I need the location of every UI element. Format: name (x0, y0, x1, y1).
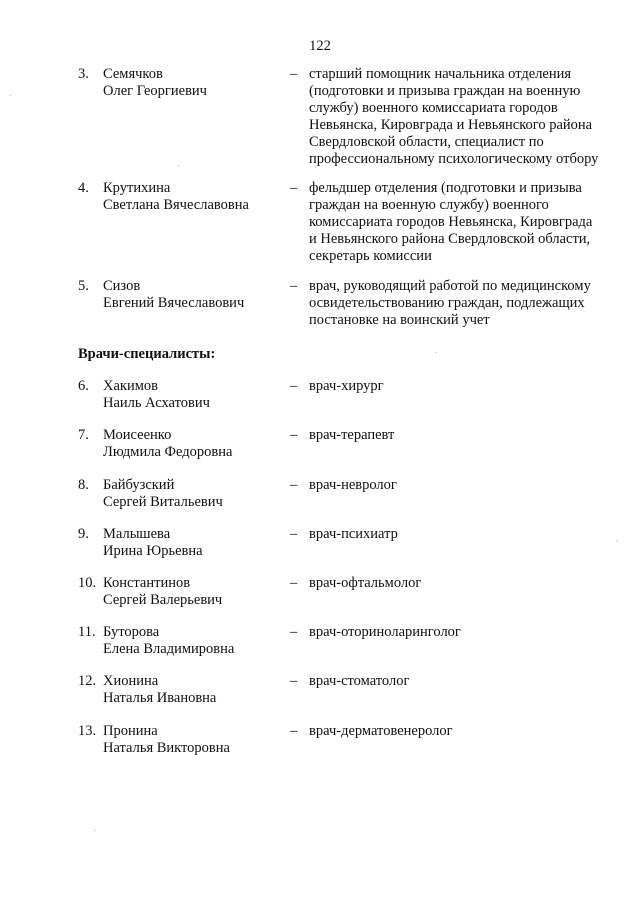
dash-separator: – (290, 673, 298, 689)
scan-speck (178, 165, 179, 166)
dash-separator: – (290, 66, 298, 82)
role-line: и Невьянского района Свердловской области, (309, 231, 591, 247)
entry-number: 12. (78, 673, 97, 689)
scan-speck (94, 830, 95, 831)
entry-number: 11. (78, 624, 96, 640)
role-description (309, 673, 619, 690)
role-description (309, 180, 619, 265)
person-name (103, 673, 283, 707)
role-line: профессиональному психологическому отбору (309, 151, 599, 167)
entry-number: 10. (78, 575, 97, 591)
person-name (103, 624, 283, 658)
entry-number: 4. (78, 180, 89, 196)
role-description (309, 278, 619, 329)
scan-speck (436, 352, 437, 353)
entry-number: 13. (78, 723, 97, 739)
given-name: Сергей Валерьевич (103, 592, 223, 608)
entry-number: 7. (78, 427, 89, 443)
section-heading: Врачи-специалисты: (78, 346, 216, 362)
role-line: секретарь комиссии (309, 248, 432, 264)
entry-number: 5. (78, 278, 89, 294)
dash-separator: – (290, 575, 298, 591)
dash-separator: – (290, 477, 298, 493)
role-description (309, 66, 619, 168)
given-name: Олег Георгиевич (103, 83, 207, 99)
role-line: постановке на воинский учет (309, 312, 490, 328)
role-line: (подготовки и призыва граждан на военную (309, 83, 581, 99)
surname: Буторова (103, 624, 160, 640)
role-description (309, 378, 619, 395)
person-name (103, 723, 283, 757)
scan-speck (616, 540, 617, 541)
role-line: фельдшер отделения (подготовки и призыва (309, 180, 582, 196)
person-name (103, 180, 283, 214)
given-name: Сергей Витальевич (103, 494, 223, 510)
role-line: Свердловской области, специалист по (309, 134, 544, 150)
role-line: граждан на военную службу) военного (309, 197, 549, 213)
role-line: освидетельствованию граждан, подлежащих (309, 295, 585, 311)
role-description (309, 575, 619, 592)
given-name: Людмила Федоровна (103, 444, 233, 460)
role-line: врач, руководящий работой по медицинскому (309, 278, 591, 294)
role-line: врач-оториноларинголог (309, 624, 461, 640)
dash-separator: – (290, 624, 298, 640)
page-number: 122 (309, 38, 331, 54)
person-name (103, 526, 283, 560)
role-line: службу) военного комиссариата городов (309, 100, 558, 116)
given-name: Елена Владимировна (103, 641, 235, 657)
role-description (309, 624, 619, 641)
surname: Пронина (103, 723, 158, 739)
person-name (103, 378, 283, 412)
surname: Байбузский (103, 477, 175, 493)
surname: Моисеенко (103, 427, 172, 443)
scan-speck (10, 95, 11, 96)
entry-number: 6. (78, 378, 89, 394)
given-name: Светлана Вячеславовна (103, 197, 249, 213)
role-line: врач-психиатр (309, 526, 398, 542)
role-description (309, 526, 619, 543)
person-name (103, 427, 283, 461)
dash-separator: – (290, 278, 298, 294)
role-description (309, 477, 619, 494)
dash-separator: – (290, 526, 298, 542)
role-line: комиссариата городов Невьянска, Кировграда (309, 214, 593, 230)
role-line: старший помощник начальника отделения (309, 66, 572, 82)
role-description (309, 723, 619, 740)
given-name: Наталья Ивановна (103, 690, 217, 706)
entry-number: 9. (78, 526, 89, 542)
role-line: Невьянска, Кировграда и Невьянского района (309, 117, 593, 133)
role-line: врач-хирург (309, 378, 384, 394)
person-name (103, 477, 283, 511)
person-name (103, 66, 283, 100)
dash-separator: – (290, 427, 298, 443)
role-line: врач-терапевт (309, 427, 395, 443)
entry-number: 8. (78, 477, 89, 493)
surname: Хакимов (103, 378, 158, 394)
dash-separator: – (290, 180, 298, 196)
role-line: врач-стоматолог (309, 673, 410, 689)
given-name: Наталья Викторовна (103, 740, 230, 756)
surname: Семячков (103, 66, 163, 82)
person-name (103, 575, 283, 609)
given-name: Ирина Юрьевна (103, 543, 203, 559)
dash-separator: – (290, 378, 298, 394)
role-line: врач-дерматовенеролог (309, 723, 453, 739)
surname: Малышева (103, 526, 171, 542)
dash-separator: – (290, 723, 298, 739)
role-line: врач-невролог (309, 477, 397, 493)
surname: Хионина (103, 673, 159, 689)
given-name: Евгений Вячеславович (103, 295, 245, 311)
person-name (103, 278, 283, 312)
surname: Константинов (103, 575, 191, 591)
role-description (309, 427, 619, 444)
surname: Крутихина (103, 180, 171, 196)
surname: Сизов (103, 278, 141, 294)
entry-number: 3. (78, 66, 89, 82)
role-line: врач-офтальмолог (309, 575, 422, 591)
given-name: Наиль Асхатович (103, 395, 210, 411)
